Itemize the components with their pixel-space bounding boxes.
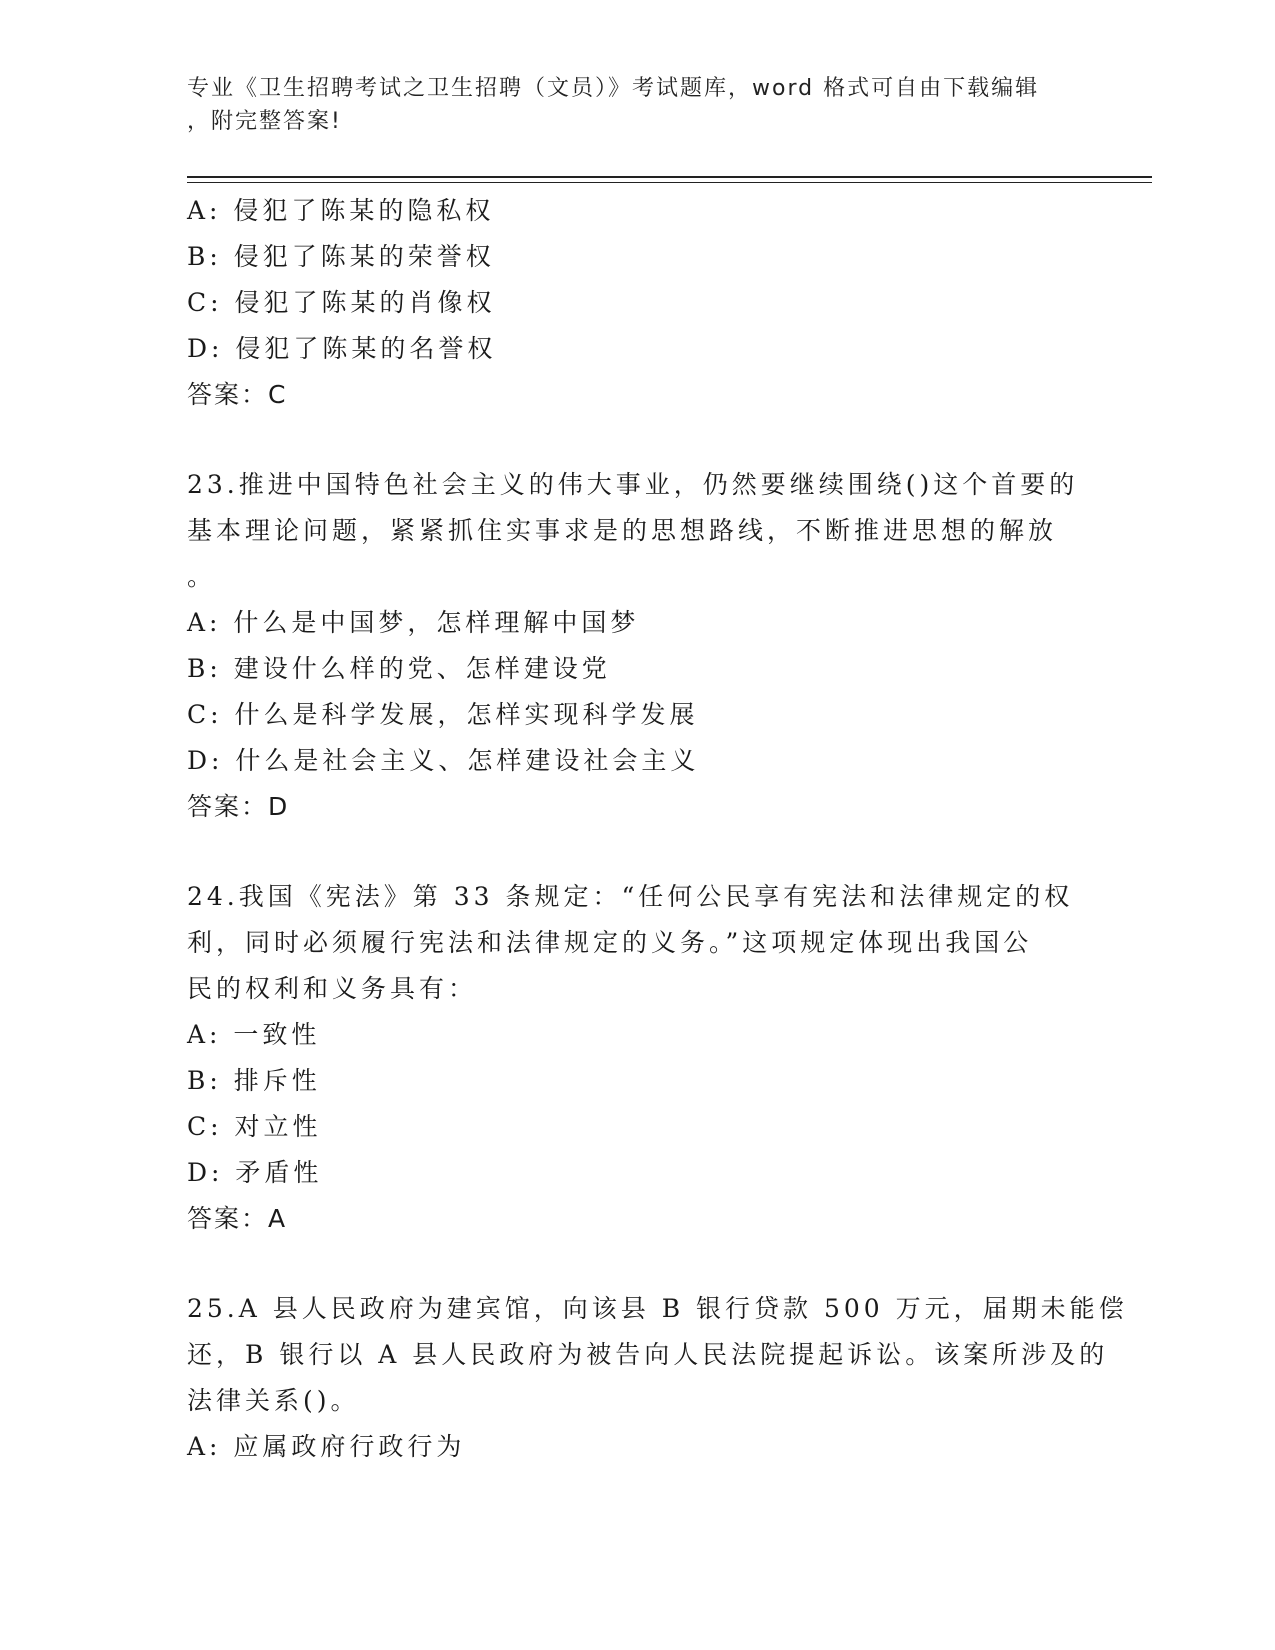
option-a: A: 应属政府行政行为	[187, 1432, 466, 1461]
header-line-2: ，附完整答案!	[187, 109, 342, 134]
question-list	[187, 188, 1128, 1470]
option-d: D: 矛盾性	[187, 1158, 323, 1187]
question-stem-line: 法律关系()。	[187, 1386, 360, 1415]
option-a: A: 什么是中国梦，怎样理解中国梦	[187, 608, 640, 637]
question-22	[187, 188, 1087, 418]
question-24	[187, 874, 1087, 1242]
spacer	[187, 830, 1087, 874]
option-b: B: 建设什么样的党、怎样建设党	[187, 654, 611, 683]
question-23	[187, 462, 1087, 830]
question-stem-line: 。	[187, 562, 217, 591]
option-a: A: 侵犯了陈某的隐私权	[187, 196, 495, 225]
spacer	[187, 418, 1087, 462]
option-c: C: 对立性	[187, 1112, 322, 1141]
option-b: B: 侵犯了陈某的荣誉权	[187, 242, 495, 271]
spacer	[187, 1242, 1087, 1286]
question-25	[187, 1286, 1128, 1470]
answer: 答案：C	[187, 380, 288, 409]
page-header	[187, 72, 1087, 138]
option-d: D: 什么是社会主义、怎样建设社会主义	[187, 746, 700, 775]
option-c: C: 侵犯了陈某的肖像权	[187, 288, 496, 317]
answer: 答案：A	[187, 1204, 288, 1233]
header-rule-thick	[187, 176, 1152, 178]
question-stem-line: 基本理论问题，紧紧抓住实事求是的思想路线，不断推进思想的解放	[187, 516, 1058, 545]
option-d: D: 侵犯了陈某的名誉权	[187, 334, 497, 363]
header-line-1: 专业《卫生招聘考试之卫生招聘（文员）》考试题库，word 格式可自由下载编辑	[187, 76, 1040, 101]
option-c: C: 什么是科学发展，怎样实现科学发展	[187, 700, 699, 729]
question-stem-line: 利，同时必须履行宪法和法律规定的义务。”这项规定体现出我国公	[187, 928, 1033, 957]
option-a: A: 一致性	[187, 1020, 321, 1049]
question-stem-line: 24.我国《宪法》第 33 条规定：“任何公民享有宪法和法律规定的权	[187, 882, 1074, 911]
question-stem-line: 25.A 县人民政府为建宾馆，向该县 B 银行贷款 500 万元，届期未能偿	[187, 1294, 1128, 1323]
question-stem-line: 23.推进中国特色社会主义的伟大事业，仍然要继续围绕()这个首要的	[187, 470, 1079, 499]
header-rule-thin	[187, 182, 1152, 183]
answer: 答案：D	[187, 792, 290, 821]
option-b: B: 排斥性	[187, 1066, 321, 1095]
question-stem-line: 民的权利和义务具有：	[187, 974, 478, 1003]
question-stem-line: 还，B 银行以 A 县人民政府为被告向人民法院提起诉讼。该案所涉及的	[187, 1340, 1109, 1369]
